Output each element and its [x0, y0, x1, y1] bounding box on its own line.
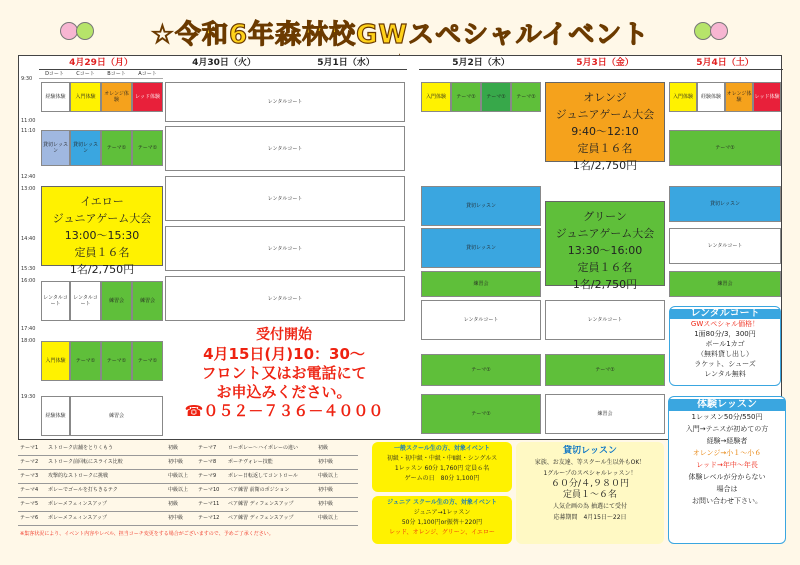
rental-title: レンタルコート — [670, 309, 780, 319]
schedule-cell: 経験体験 — [697, 82, 725, 112]
trial-line: 場合は — [716, 485, 738, 493]
private-line: 1グループのスペシャルレッスン！ — [543, 470, 637, 477]
schedule-cell: テーマ① — [545, 354, 665, 386]
schedule-cell: テーマ① — [669, 130, 781, 166]
court-header: Aコート — [132, 70, 163, 79]
schedule-cell: テーマ① — [481, 82, 511, 112]
event-capacity: 定員１６名 — [577, 142, 633, 155]
footnote: ※集客状況により、イベント内容やレベル、担当コーチ変更をする場合がございますので、予めご了承ください。 — [20, 531, 274, 537]
rental-court-panel — [669, 306, 781, 386]
schedule-cell: レンタルコート — [165, 126, 405, 171]
private-line: 人気企画の為 抽選にて受付 — [553, 503, 627, 510]
time-label: 18:00 — [21, 338, 36, 344]
trial-line: オレンジ→小１～小６ — [692, 449, 762, 457]
schedule-cell: 貸切レッスン — [41, 130, 70, 166]
rental-line: ラケット、シューズ — [694, 360, 756, 368]
schedule-cell: 貸切レッスン — [669, 186, 781, 222]
event-capacity: 定員１６名 — [577, 261, 633, 274]
schedule-cell: レンタルコート — [421, 300, 541, 340]
schedule-cell: レンタルコート — [165, 226, 405, 271]
schedule-cell: レンタルコート — [165, 276, 405, 321]
schedule-cell: テーマ① — [101, 130, 132, 166]
event-price: 1名/2,750円 — [572, 278, 638, 291]
event-name: グリーン — [583, 210, 627, 223]
time-label: 11:00 — [21, 118, 36, 124]
schedule-cell: オレンジ体験 — [101, 82, 132, 112]
junior-line: ジュニア→1レッスン — [413, 509, 471, 516]
event-price: 1名/2,750円 — [69, 263, 135, 276]
time-label: 9:30 — [21, 76, 33, 82]
junior-line: 50分 1,100円or振替＋220円 — [401, 519, 483, 526]
day-header: 5月2日（木） — [419, 56, 543, 70]
day-header: 4月30日（火） — [163, 56, 285, 70]
time-label: 16:00 — [21, 278, 36, 284]
rental-line: 1面80分/3，300円 — [694, 330, 756, 338]
notice-method: フロント又はお電話にて — [201, 364, 367, 382]
schedule-cell: 貸切レッスン — [421, 228, 541, 268]
legend-row: テーマ4 ボレーでゴールを打ちきるテク 中級以上 テーマ10 ペア練習 前衛のポジション 初中級 — [18, 484, 358, 498]
schedule-cell: 入門体験 — [41, 341, 70, 381]
private-line: ６０分/４,９８０円 — [551, 479, 629, 489]
legend-row: テーマ2 ストローク前回転にスライス比較 初中級 テーマ8 ポーチヴォレー技能 初中級 — [18, 456, 358, 470]
trial-line: 入門→テニスが初めての方 — [685, 425, 769, 433]
event-time: 13:00～15:30 — [64, 229, 140, 242]
private-line: 応募期間 4月15日～22日 — [553, 514, 627, 521]
schedule-cell: テーマ① — [421, 394, 541, 434]
trial-line: 1レッスン50分/550円 — [691, 413, 763, 421]
schedule-cell: テーマ① — [70, 341, 101, 381]
notice-request: お申込みください。 — [216, 383, 352, 401]
schedule-cell: 貸切レッスン — [421, 186, 541, 226]
schedule-cell: レンタルコート — [669, 228, 781, 264]
registration-notice — [169, 326, 399, 421]
court-header: Dコート — [39, 70, 70, 79]
schedule-cell: 練習会 — [132, 281, 163, 321]
time-label: 14:40 — [21, 236, 36, 242]
time-label: 11:10 — [21, 128, 36, 134]
junior-line: レッド、オレンジ、グリーン、イエロー — [389, 529, 495, 536]
legend-row: テーマ1 ストローク店舗をとりくもう 初級 テーマ7 ローボレー〜ハイボレーの違い 初級 — [18, 442, 358, 456]
event-title: ジュニアゲーム大会 — [555, 227, 655, 240]
schedule-cell: 貸切レッスン — [70, 130, 101, 166]
event-title: ジュニアゲーム大会 — [555, 108, 655, 121]
schedule-cell: テーマ① — [451, 82, 481, 112]
schedule-cell: テーマ① — [132, 130, 163, 166]
court-header: Cコート — [70, 70, 101, 79]
bird-icon — [710, 22, 728, 40]
schedule-cell: レンタルコート — [165, 176, 405, 221]
schedule-cell: テーマ① — [132, 341, 163, 381]
schedule-cell: レッド体験 — [753, 82, 781, 112]
day-header: 5月1日（水） — [285, 56, 407, 70]
trial-line: レッド→年中～年長 — [696, 461, 758, 469]
time-label: 17:40 — [21, 326, 36, 332]
schedule-cell: レンタルコート — [70, 281, 101, 321]
schedule-cell: オレンジ体験 — [725, 82, 753, 112]
schedule-cell: 経験体験 — [41, 82, 70, 112]
schedule-cell: レンタルコート — [41, 281, 70, 321]
junior-title: ジュニア スクール生の方、対象イベント — [387, 499, 497, 506]
page-title: ☆令和6年森林校GWスペシャルイベント — [150, 20, 650, 50]
day-header: 5月4日（土） — [667, 56, 783, 70]
trial-title: 体験レッスン — [669, 399, 785, 411]
event-green — [545, 201, 665, 291]
schedule-cell: 入門体験 — [70, 82, 101, 112]
time-label: 13:00 — [21, 186, 36, 192]
schedule-cell: レンタルコート — [545, 300, 665, 340]
trial-lesson-panel — [668, 396, 786, 544]
event-title: ジュニアゲーム大会 — [52, 212, 152, 225]
time-label: 19:30 — [21, 394, 36, 400]
rental-line: レンタル無料 — [704, 370, 746, 378]
schedule-cell: 練習会 — [101, 281, 132, 321]
event-orange — [545, 82, 665, 172]
event-time: 13:30～16:00 — [567, 244, 643, 257]
event-price: 1名/2,750円 — [572, 159, 638, 172]
header — [0, 0, 800, 62]
schedule-cell: 練習会 — [545, 394, 665, 434]
day-header: 5月3日（金） — [543, 56, 667, 70]
private-title: 貸切レッスン — [563, 446, 617, 456]
schedule-cell: 練習会 — [421, 271, 541, 297]
notice-date: 4月15日(月)10：30～ — [203, 345, 365, 363]
schedule-cell: 経験体験 — [41, 396, 70, 436]
time-label: 15:30 — [21, 266, 36, 272]
notice-phone: ☎０５２－７３６－４０００ — [184, 402, 384, 420]
adult-title: 一般スクール生の方、対象イベント — [394, 445, 490, 452]
trial-line: お問い合わせ下さい。 — [692, 497, 762, 505]
notice-title: 受付開始 — [256, 327, 312, 343]
schedule-table — [18, 55, 782, 440]
schedule-cell: 入門体験 — [669, 82, 697, 112]
schedule-cell: 入門体験 — [421, 82, 451, 112]
adult-event-panel — [372, 442, 512, 492]
schedule-cell: テーマ① — [511, 82, 541, 112]
private-line: 家族、お友達、等スクール生以外もOK！ — [534, 459, 646, 466]
adult-line: ゲームの日 80分 1,100円 — [404, 475, 480, 482]
schedule-cell: レッド体験 — [132, 82, 163, 112]
schedule-cell: 練習会 — [70, 396, 163, 436]
private-lesson-panel — [516, 442, 664, 544]
legend-row: テーマ6 ボレーメフェィンスアップ 初中級 テーマ12 ペア練習 ディフェンスアップ 中級以上 — [18, 512, 358, 526]
private-line: 定員１～６名 — [562, 490, 617, 500]
schedule-cell: レンタルコート — [165, 82, 405, 122]
time-label: 12:40 — [21, 174, 36, 180]
adult-line: 1レッスン 60分 1,760円 定員６名 — [394, 465, 490, 472]
trial-line: 経験→経験者 — [706, 437, 748, 445]
legend-row: テーマ3 攻撃的なストロークに挑戦 中級以上 テーマ9 ボレー日転返してコントロール 中級以上 — [18, 470, 358, 484]
event-yellow — [41, 186, 163, 276]
legend-row: テーマ5 ボレーメフェィンスアップ 初級 テーマ11 ペア練習 ディフェンスアップ 初中級 — [18, 498, 358, 512]
schedule-cell: テーマ① — [421, 354, 541, 386]
schedule-cell: テーマ① — [101, 341, 132, 381]
adult-line: 初級・初中級・中級・中Ⅱ級・シングルス — [386, 455, 498, 462]
event-name: オレンジ — [583, 91, 627, 104]
junior-event-panel — [372, 496, 512, 544]
court-header: Bコート — [101, 70, 132, 79]
trial-line: 体験レベルが分からない — [688, 473, 766, 481]
schedule-cell: 練習会 — [669, 271, 781, 297]
event-time: 9:40～12:10 — [571, 125, 639, 138]
day-header: 4月29日（月） — [39, 56, 163, 70]
bird-icon — [76, 22, 94, 40]
event-capacity: 定員１６名 — [74, 246, 130, 259]
rental-line: ボール1カゴ — [705, 340, 745, 348]
rental-line: GWスペシャル価格！ — [690, 320, 760, 328]
rental-line: （無料貸し出し） — [697, 350, 753, 358]
event-name: イエロー — [80, 195, 124, 208]
